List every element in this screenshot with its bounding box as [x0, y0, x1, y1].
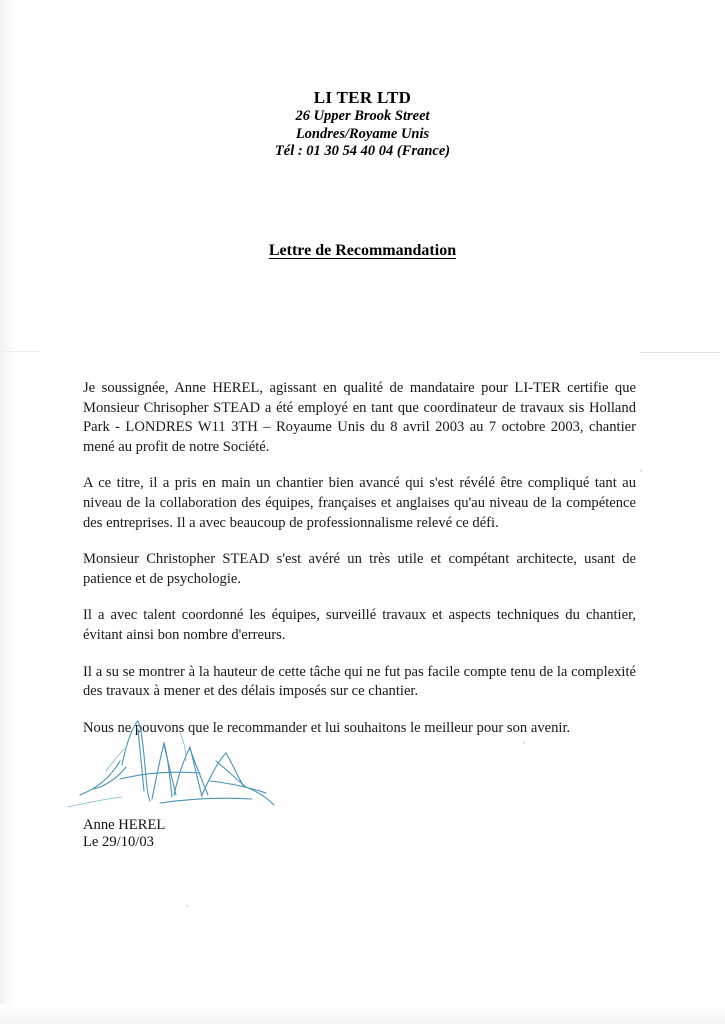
body-paragraph: Il a avec talent coordonné les équipes, surveillé travaux et aspects techniques du chantier, évitant ainsi bon nombre d'erreurs.: [83, 607, 636, 643]
scan-fold-left: [0, 351, 40, 352]
body-paragraph: A ce titre, il a pris en main un chantier bien avancé qui s'est révélé être compliqué tant au niveau de la collaboration des équipes, françaises et anglaises qu'au niveau de la compétence des entreprises. Il a avec beaucoup de professionnalisme relevé ce défi.: [83, 475, 636, 531]
page-title: [0, 242, 725, 260]
scan-speck: [523, 742, 525, 744]
body-paragraph: Il a su se montrer à la hauteur de cette tâche qui ne fut pas facile compte tenu de la complexité des travaux à mener et des délais imposés sur ce chantier.: [83, 663, 636, 700]
company-address-line-1: 26 Upper Brook Street: [295, 108, 430, 124]
body-paragraph: Je soussignée, Anne HEREL, agissant en qualité de mandataire pour LI-TER certifie que Monsieur Chrisopher STEAD a été employé en tant que coordinateur de travaux sis Holland Park - LONDRES W11 3TH – Royaume Unis du 8 avril 2003 au 7 octobre 2003, chantier mené au profit de notre Société.: [83, 380, 636, 455]
letter-body: [83, 379, 636, 738]
scan-fold-right: [640, 352, 720, 353]
scan-speck: [640, 470, 642, 472]
signatory-name: Anne HEREL: [83, 817, 166, 833]
company-phone: Tél : 01 30 54 40 04 (France): [274, 143, 451, 159]
page-title-text: Lettre de Recommandation: [268, 242, 457, 259]
body-paragraph: Nous ne pouvons que le recommander et lui souhaitons le meilleur pour son avenir.: [83, 719, 571, 736]
scan-speck: [186, 905, 188, 907]
company-name: LI TER LTD: [313, 88, 412, 107]
letterhead: [0, 88, 725, 161]
body-paragraph: Monsieur Christopher STEAD s'est avéré un très utile et compétant architecte, usant de patience et de psychologie.: [83, 551, 636, 587]
scan-edge-bottom: [0, 1004, 725, 1024]
company-address-line-2: Londres/Royame Unis: [295, 125, 430, 142]
signature-date: Le 29/10/03: [83, 834, 154, 850]
